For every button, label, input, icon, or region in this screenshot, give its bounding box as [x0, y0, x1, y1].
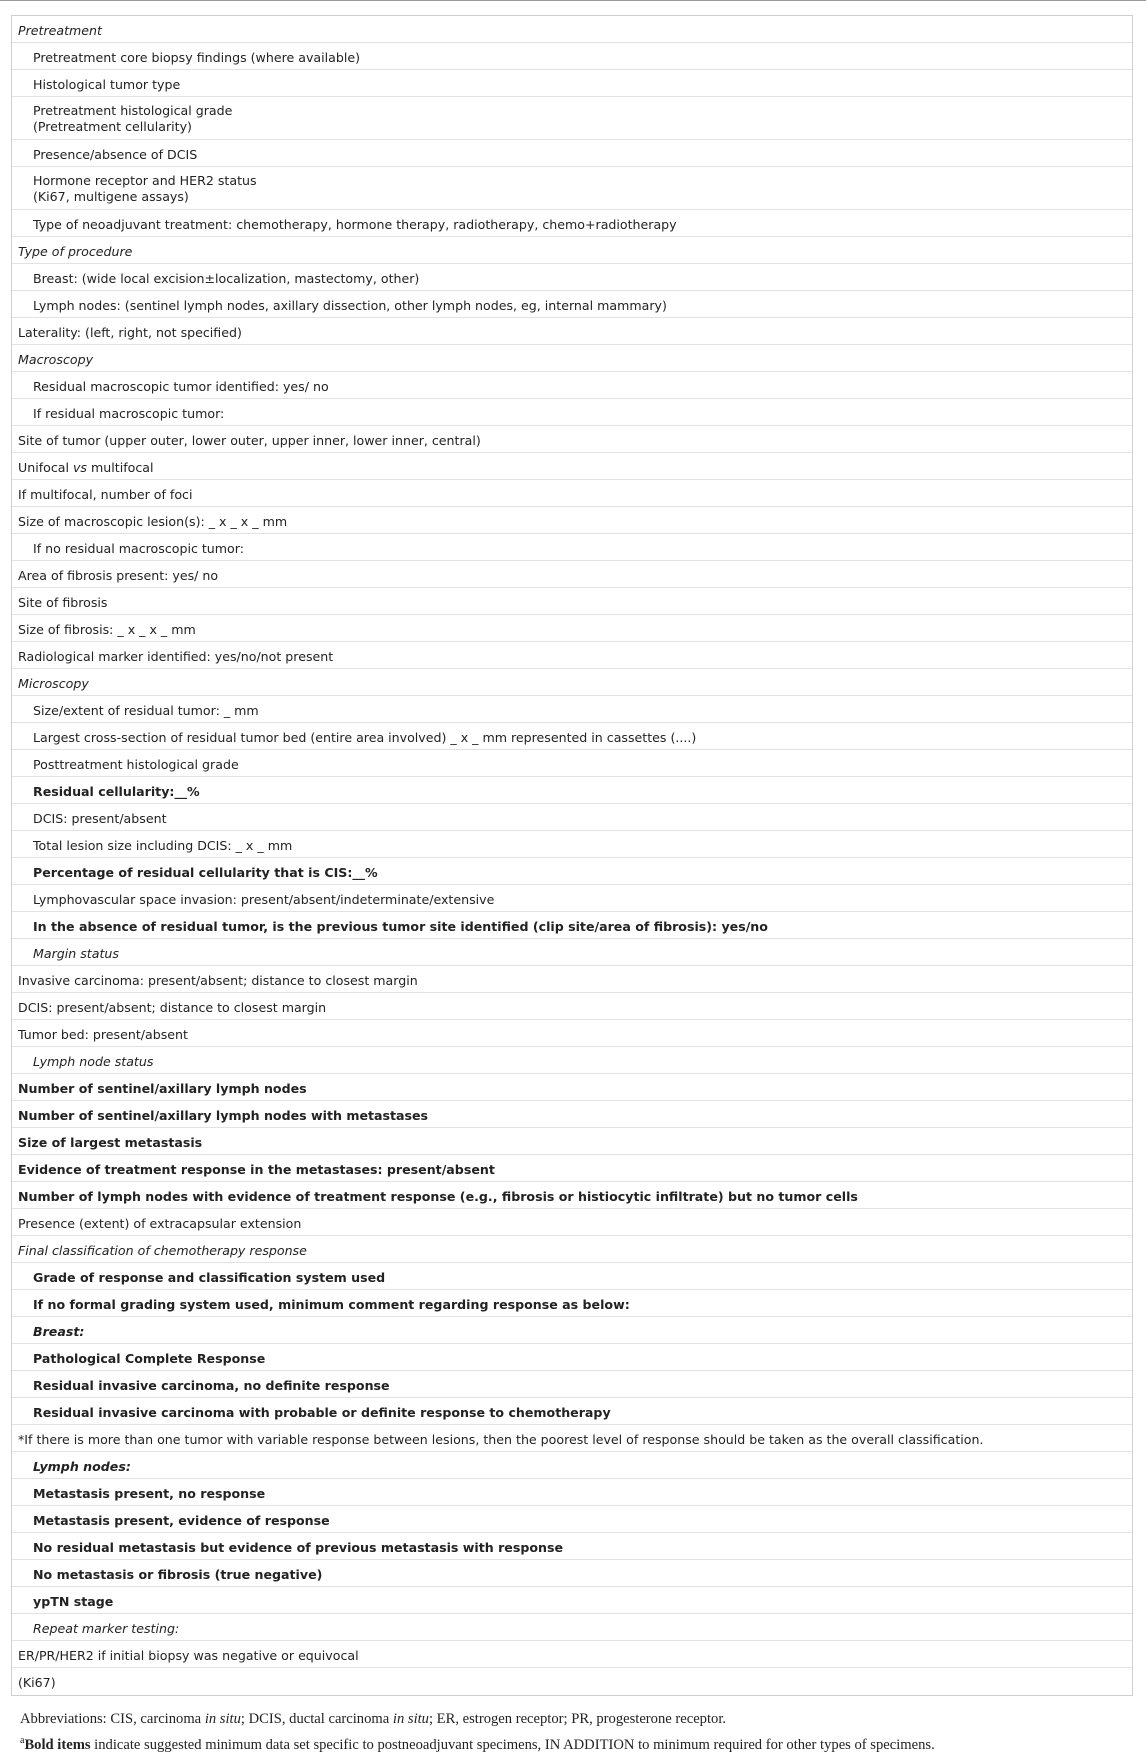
table-row	[12, 588, 1132, 615]
row-text: Largest cross-section of residual tumor bed (entire area involved) _ x _ mm represented in cassettes (....)	[33, 730, 697, 745]
row-text: Macroscopy	[18, 352, 94, 367]
row-text: Size of largest metastasis	[18, 1135, 203, 1150]
table-row	[12, 97, 1132, 140]
row-text: Unifocal vs multifocal	[18, 460, 154, 475]
table-row	[12, 1425, 1132, 1452]
row-text-line2: (Pretreatment cellularity)	[33, 118, 192, 134]
table-row	[12, 1101, 1132, 1128]
table-row	[12, 1560, 1132, 1587]
table-row	[12, 966, 1132, 993]
row-text: (Ki67)	[18, 1675, 56, 1690]
footnote-marker: a	[20, 1735, 25, 1747]
table-row	[12, 453, 1132, 480]
table-row	[12, 318, 1132, 345]
row-text: Residual invasive carcinoma, no definite response	[33, 1378, 390, 1393]
table-row	[12, 1128, 1132, 1155]
table-row	[12, 70, 1132, 97]
row-text: Presence (extent) of extracapsular extension	[18, 1216, 302, 1231]
table-row	[12, 399, 1132, 426]
table-row	[12, 43, 1132, 70]
table-row	[12, 1317, 1132, 1344]
table-row	[12, 1236, 1132, 1263]
abbrev-tail: ; ER, estrogen receptor; PR, progesterone receptor.	[428, 1711, 727, 1727]
row-text: Pretreatment	[18, 23, 102, 38]
table-row	[12, 1020, 1132, 1047]
table-row	[12, 858, 1132, 885]
row-text: Residual cellularity:__%	[33, 784, 200, 799]
table-row	[12, 16, 1132, 43]
abbrev-label: Abbreviations: CIS, carcinoma	[20, 1711, 205, 1727]
table-row	[12, 507, 1132, 534]
row-text: Posttreatment histological grade	[33, 757, 239, 772]
row-text: Number of sentinel/axillary lymph nodes	[18, 1081, 307, 1096]
row-text: Site of fibrosis	[18, 595, 108, 610]
table-row	[12, 615, 1132, 642]
table-row	[12, 723, 1132, 750]
table-row	[12, 993, 1132, 1020]
row-text: Type of procedure	[18, 244, 133, 259]
table-row	[12, 210, 1132, 237]
table-row	[12, 939, 1132, 966]
row-text: DCIS: present/absent; distance to closest margin	[18, 1000, 327, 1015]
abbrev-insitu-2: in situ	[392, 1711, 429, 1727]
table-row	[12, 264, 1132, 291]
table-row	[12, 1074, 1132, 1101]
table-row	[12, 1155, 1132, 1182]
row-text: Residual invasive carcinoma with probable or definite response to chemotherapy	[33, 1405, 611, 1420]
table-row	[12, 1209, 1132, 1236]
row-text: Hormone receptor and HER2 status	[33, 173, 257, 188]
row-text: Type of neoadjuvant treatment: chemotherapy, hormone therapy, radiotherapy, chemo+radiotherapy	[33, 217, 677, 232]
table-row	[12, 804, 1132, 831]
row-text: Site of tumor (upper outer, lower outer, upper inner, lower inner, central)	[18, 433, 481, 448]
row-text: No metastasis or fibrosis (true negative)	[33, 1567, 323, 1582]
abbrev-insitu-1: in situ	[204, 1711, 241, 1727]
row-text: ypTN stage	[33, 1594, 114, 1609]
abbreviations-footnote	[20, 1711, 1130, 1728]
table-row	[12, 1344, 1132, 1371]
row-text: Total lesion size including DCIS: _ x _ mm	[33, 838, 293, 853]
bold-items-text: indicate suggested minimum data set specific to postneoadjuvant specimens, IN ADDITION to minimum required for other types of specimens.	[90, 1737, 935, 1753]
row-text: Lymph nodes:	[33, 1459, 131, 1474]
abbrev-mid: ; DCIS, ductal carcinoma	[240, 1711, 393, 1727]
row-text: Pathological Complete Response	[33, 1351, 266, 1366]
row-text: If multifocal, number of foci	[18, 487, 193, 502]
row-text: Size of fibrosis: _ x _ x _ mm	[18, 622, 196, 637]
row-text: Number of lymph nodes with evidence of treatment response (e.g., fibrosis or histiocytic infiltrate) but no tumor cells	[18, 1189, 858, 1204]
table-row	[12, 1047, 1132, 1074]
table-row	[12, 1182, 1132, 1209]
table-row	[12, 1533, 1132, 1560]
table-row	[12, 1290, 1132, 1317]
row-text: No residual metastasis but evidence of previous metastasis with response	[33, 1540, 564, 1555]
table-row	[12, 1452, 1132, 1479]
row-text: Area of fibrosis present: yes/ no	[18, 568, 219, 583]
row-text: Lymphovascular space invasion: present/absent/indeterminate/extensive	[33, 892, 495, 907]
row-text: Residual macroscopic tumor identified: yes/ no	[33, 379, 329, 394]
row-text: If residual macroscopic tumor:	[33, 406, 225, 421]
table-row	[12, 480, 1132, 507]
row-text: ER/PR/HER2 if initial biopsy was negative or equivocal	[18, 1648, 359, 1663]
table-row	[12, 669, 1132, 696]
table-row	[12, 750, 1132, 777]
bold-items-label: Bold items	[24, 1737, 91, 1753]
table-row	[12, 1263, 1132, 1290]
bold-items-footnote	[20, 1737, 1130, 1754]
row-text: Lymph node status	[33, 1054, 154, 1069]
row-text: Invasive carcinoma: present/absent; distance to closest margin	[18, 973, 418, 988]
row-text: Margin status	[33, 946, 119, 961]
table-row	[12, 237, 1132, 264]
row-text: Percentage of residual cellularity that is CIS:__%	[33, 865, 378, 880]
row-text: Repeat marker testing:	[33, 1621, 180, 1636]
row-text: If no formal grading system used, minimum comment regarding response as below:	[33, 1297, 630, 1312]
row-text: Number of sentinel/axillary lymph nodes with metastases	[18, 1108, 429, 1123]
table-row	[12, 140, 1132, 167]
row-text: Breast:	[33, 1324, 85, 1339]
row-text: Laterality: (left, right, not specified)	[18, 325, 242, 340]
row-text: Pretreatment histological grade	[33, 103, 233, 118]
table-row	[12, 1668, 1132, 1695]
data-set-table	[11, 15, 1133, 1696]
row-text: Histological tumor type	[33, 77, 181, 92]
row-text: Pretreatment core biopsy findings (where available)	[33, 50, 360, 65]
row-text: Final classification of chemotherapy response	[18, 1243, 307, 1258]
table-row	[12, 912, 1132, 939]
table-row	[12, 1371, 1132, 1398]
table-row	[12, 372, 1132, 399]
table-row	[12, 1587, 1132, 1614]
row-text: Evidence of treatment response in the metastases: present/absent	[18, 1162, 495, 1177]
table-row	[12, 345, 1132, 372]
table-row	[12, 1479, 1132, 1506]
table-row	[12, 885, 1132, 912]
top-rule	[0, 0, 1146, 1]
row-text: Size of macroscopic lesion(s): _ x _ x _ mm	[18, 514, 288, 529]
row-text: Radiological marker identified: yes/no/not present	[18, 649, 334, 664]
table-row	[12, 291, 1132, 318]
row-text-line2: (Ki67, multigene assays)	[33, 188, 189, 204]
table-row	[12, 1398, 1132, 1425]
table-row	[12, 1641, 1132, 1668]
table-row	[12, 777, 1132, 804]
row-text: Lymph nodes: (sentinel lymph nodes, axillary dissection, other lymph nodes, eg, internal mammary)	[33, 298, 667, 313]
table-row	[12, 534, 1132, 561]
row-text: Presence/absence of DCIS	[33, 147, 198, 162]
row-text: If no residual macroscopic tumor:	[33, 541, 244, 556]
table-row	[12, 426, 1132, 453]
row-text: Size/extent of residual tumor: _ mm	[33, 703, 259, 718]
table-row	[12, 561, 1132, 588]
row-text: Tumor bed: present/absent	[18, 1027, 188, 1042]
table-row	[12, 696, 1132, 723]
row-text: In the absence of residual tumor, is the previous tumor site identified (clip site/area of fibrosis): yes/no	[33, 919, 768, 934]
table-row	[12, 831, 1132, 858]
row-text: Microscopy	[18, 676, 89, 691]
row-text: Metastasis present, evidence of response	[33, 1513, 330, 1528]
row-text: DCIS: present/absent	[33, 811, 167, 826]
table-row	[12, 642, 1132, 669]
table-row	[12, 1506, 1132, 1533]
row-text: Breast: (wide local excision±localization, mastectomy, other)	[33, 271, 420, 286]
row-text: Grade of response and classification system used	[33, 1270, 386, 1285]
row-text: Metastasis present, no response	[33, 1486, 266, 1501]
table-row	[12, 167, 1132, 210]
row-text: *If there is more than one tumor with variable response between lesions, then the poorest level of response should be taken as the overall classification.	[18, 1432, 984, 1447]
table-row	[12, 1614, 1132, 1641]
